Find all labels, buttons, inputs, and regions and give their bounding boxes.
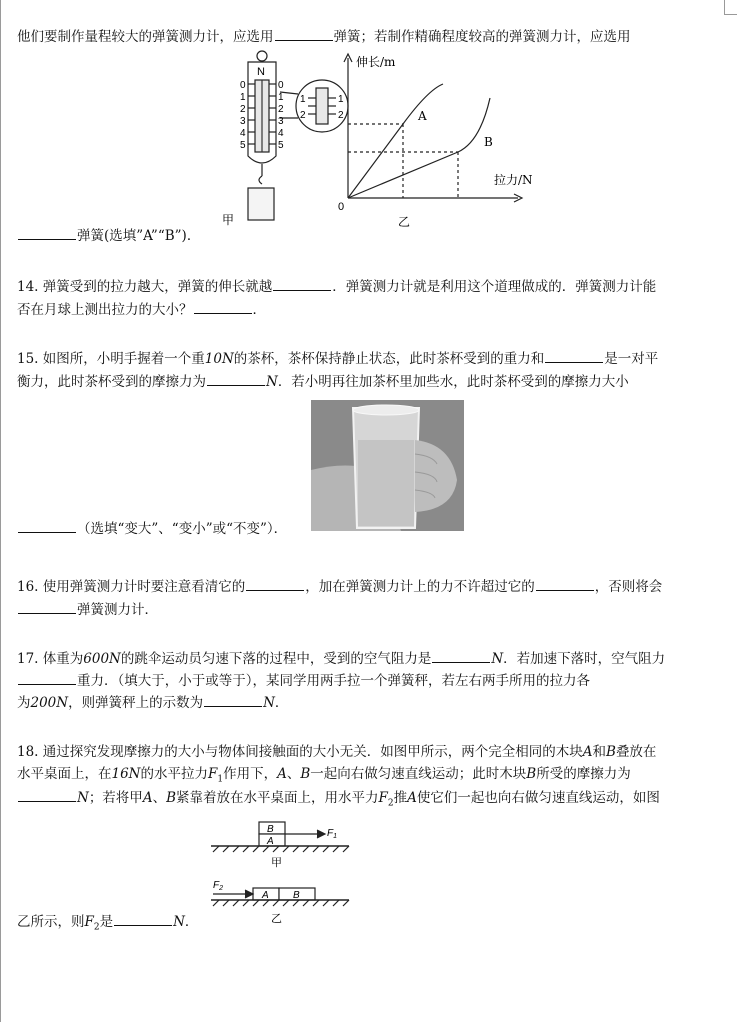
text: ，加在弹簧测力计上的力不许超过它的 <box>305 579 535 595</box>
variable: A <box>142 790 153 806</box>
text: ；若将甲 <box>88 790 143 806</box>
meter-tick-left-2: 2 <box>240 104 246 115</box>
text: 的水平拉力 <box>140 766 208 782</box>
zoom-tick-left-2: 2 <box>300 110 306 121</box>
graph-xlabel: 拉力/N <box>494 173 533 187</box>
unit: N <box>263 695 275 711</box>
variable: A <box>277 766 287 782</box>
text: ，否则将会 <box>594 579 663 595</box>
subscript: 2 <box>93 922 100 933</box>
text: 弹簧；若制作精确程度较高的弹簧测力计，应选用 <box>333 29 631 45</box>
curve-label-b: B <box>484 135 493 149</box>
text: 推 <box>393 790 408 806</box>
variable: B <box>300 766 311 782</box>
zoom-tick-right-2: 2 <box>338 110 344 121</box>
q16-line-2 <box>17 600 158 619</box>
text: ． <box>274 695 289 711</box>
answer-blank[interactable] <box>273 277 331 291</box>
text: 作用下， <box>223 766 278 782</box>
q14-line-2 <box>17 300 266 319</box>
q17-line-3 <box>17 693 288 712</box>
text: 所受的摩擦力为 <box>536 766 631 782</box>
text: ．若小明再往加茶杯里加些水，此时茶杯受到的摩擦力大小 <box>277 374 629 390</box>
q18-line-2 <box>17 765 631 789</box>
text: （选填“变大”、“变小”或“不变”）． <box>77 521 288 537</box>
variable: F <box>84 914 94 930</box>
graph-origin: 0 <box>338 201 345 213</box>
blocks-figure <box>205 818 355 928</box>
blocks-yi <box>211 888 349 906</box>
answer-blank[interactable] <box>114 912 172 926</box>
value: 600N <box>83 651 121 667</box>
block-a-label-jia: A <box>267 836 274 847</box>
q13-line-1 <box>17 27 631 46</box>
unit: N <box>77 790 89 806</box>
graph-ylabel: 伸长/m <box>356 55 396 69</box>
force-f2-label: $F_2$ <box>213 880 224 892</box>
variable: A <box>407 790 417 806</box>
text: 使它们一起也向右做匀速直线运动，如图 <box>416 790 660 806</box>
text: 的茶杯，茶杯保持静止状态，此时茶杯受到的重力和 <box>233 351 545 367</box>
q15-line-3 <box>17 519 287 538</box>
figure-label-yi: 乙 <box>271 912 282 925</box>
text: 重力．（填大于，小于或等于），某同学用两手拉一个弹簧秤，若左右两手所用的拉力各 <box>77 673 590 689</box>
text: 一起向右做匀速直线运动；此时木块 <box>310 766 527 782</box>
answer-blank[interactable] <box>18 519 76 533</box>
text: 15. 如图所，小明手握着一个重 <box>17 351 205 367</box>
meter-tick-left-0: 0 <box>240 80 246 91</box>
text: 弹簧测力计． <box>77 602 158 618</box>
q17-line-2 <box>17 671 590 690</box>
text: 的跳伞运动员匀速下落的过程中，受到的空气阻力是 <box>120 651 432 667</box>
text: ． <box>184 914 199 930</box>
meter-tick-left-4: 4 <box>240 128 246 139</box>
block-b-label-jia: B <box>267 824 274 835</box>
variable: F <box>208 766 218 782</box>
zoom-tick-right-1: 1 <box>338 94 344 105</box>
q16-line-1 <box>17 577 662 596</box>
answer-blank[interactable] <box>18 226 76 240</box>
answer-blank[interactable] <box>246 577 304 591</box>
text: 17. 体重为 <box>17 651 84 667</box>
meter-tick-left-5: 5 <box>240 140 246 151</box>
q15-line-1 <box>17 349 658 368</box>
answer-blank[interactable] <box>18 600 76 614</box>
variable: A <box>582 744 593 760</box>
unit: N <box>266 374 278 390</box>
value: 10N <box>204 351 234 367</box>
answer-blank[interactable] <box>207 372 265 386</box>
text: 他们要制作量程较大的弹簧测力计，应选用 <box>17 29 274 45</box>
figure-label-yi: 乙 <box>398 215 411 229</box>
text: 弹簧(选填”A”“B”)． <box>77 228 201 244</box>
page-left-border <box>0 0 1 1022</box>
value: 16N <box>111 766 141 782</box>
variable: F <box>378 790 388 806</box>
subscript: 1 <box>217 774 224 785</box>
meter-tick-right-2: 2 <box>278 104 284 115</box>
figure-label-jia: 甲 <box>222 213 235 227</box>
force-f1-label: $F_1$ <box>327 828 338 840</box>
q15-line-2 <box>17 372 629 391</box>
text: 和 <box>592 744 607 760</box>
answer-blank[interactable] <box>432 649 490 663</box>
answer-blank[interactable] <box>18 788 76 802</box>
value: 200N <box>30 695 69 711</box>
text: 为 <box>17 695 31 711</box>
text: 14. 弹簧受到的拉力越大，弹簧的伸长就越 <box>17 279 273 295</box>
variable: B <box>166 790 176 806</box>
text: 紧靠着放在水平桌面上，用水平力 <box>175 790 379 806</box>
text: 衡力，此时茶杯受到的摩擦力为 <box>17 374 206 390</box>
text: 水平桌面上，在 <box>17 766 112 782</box>
q18-line-3 <box>17 788 660 813</box>
text: 叠放在 <box>615 744 657 760</box>
text: 是一对平 <box>604 351 659 367</box>
text: 16. 使用弹簧测力计时要注意看清它的 <box>17 579 246 595</box>
zoom-tick-left-1: 1 <box>300 94 306 105</box>
meter-tick-left-1: 1 <box>240 92 246 103</box>
meter-tick-right-3: 3 <box>278 116 284 127</box>
meter-tick-left-3: 3 <box>240 116 246 127</box>
answer-blank[interactable] <box>275 27 333 41</box>
block-a-label-yi: A <box>262 890 269 901</box>
text: ，则弹簧秤上的示数为 <box>68 695 204 711</box>
unit: N <box>491 651 504 667</box>
q18-line-1 <box>17 743 656 761</box>
answer-blank[interactable] <box>18 671 76 685</box>
answer-blank[interactable] <box>545 349 603 363</box>
unit: N <box>173 914 185 930</box>
text: 是 <box>99 914 114 930</box>
meter-tick-right-0: 0 <box>278 80 284 91</box>
answer-blank[interactable] <box>204 693 262 707</box>
text: ． <box>252 302 266 318</box>
meter-tick-right-5: 5 <box>278 140 284 151</box>
q18-line-4 <box>17 912 198 937</box>
hand-holding-glass-photo <box>311 400 464 531</box>
meter-tick-right-4: 4 <box>278 128 284 139</box>
variable: B <box>526 766 537 782</box>
figure-label-jia: 甲 <box>271 856 282 869</box>
spring-figure <box>218 48 533 234</box>
text: 、 <box>286 766 301 782</box>
text: 18. 通过探究发现摩擦力的大小与物体间接触面的大小无关．如图甲所示，两个完全相同的木块 <box>17 744 583 760</box>
curve-label-a: A <box>418 109 427 123</box>
answer-blank[interactable] <box>194 300 252 314</box>
text: 否在月球上测出拉力的大小？ <box>17 302 193 318</box>
text: ．弹簧测力计就是利用这个道理做成的．弹簧测力计能 <box>332 279 657 295</box>
answer-blank[interactable] <box>536 577 594 591</box>
page-corner-mark <box>724 0 737 15</box>
q17-line-1 <box>17 649 665 668</box>
photo-illustration <box>311 400 464 531</box>
block-b-label-yi: B <box>293 890 300 901</box>
meter-unit-label: N <box>257 66 265 78</box>
variable: B <box>606 744 616 760</box>
text: ．若加速下落时，空气阻力 <box>503 651 666 667</box>
text: 乙所示，则 <box>17 914 85 930</box>
text: 、 <box>152 790 167 806</box>
subscript: 2 <box>387 798 394 809</box>
q14-line-1 <box>17 277 656 296</box>
q13-line-2 <box>17 226 200 245</box>
meter-tick-right-1: 1 <box>278 92 284 103</box>
